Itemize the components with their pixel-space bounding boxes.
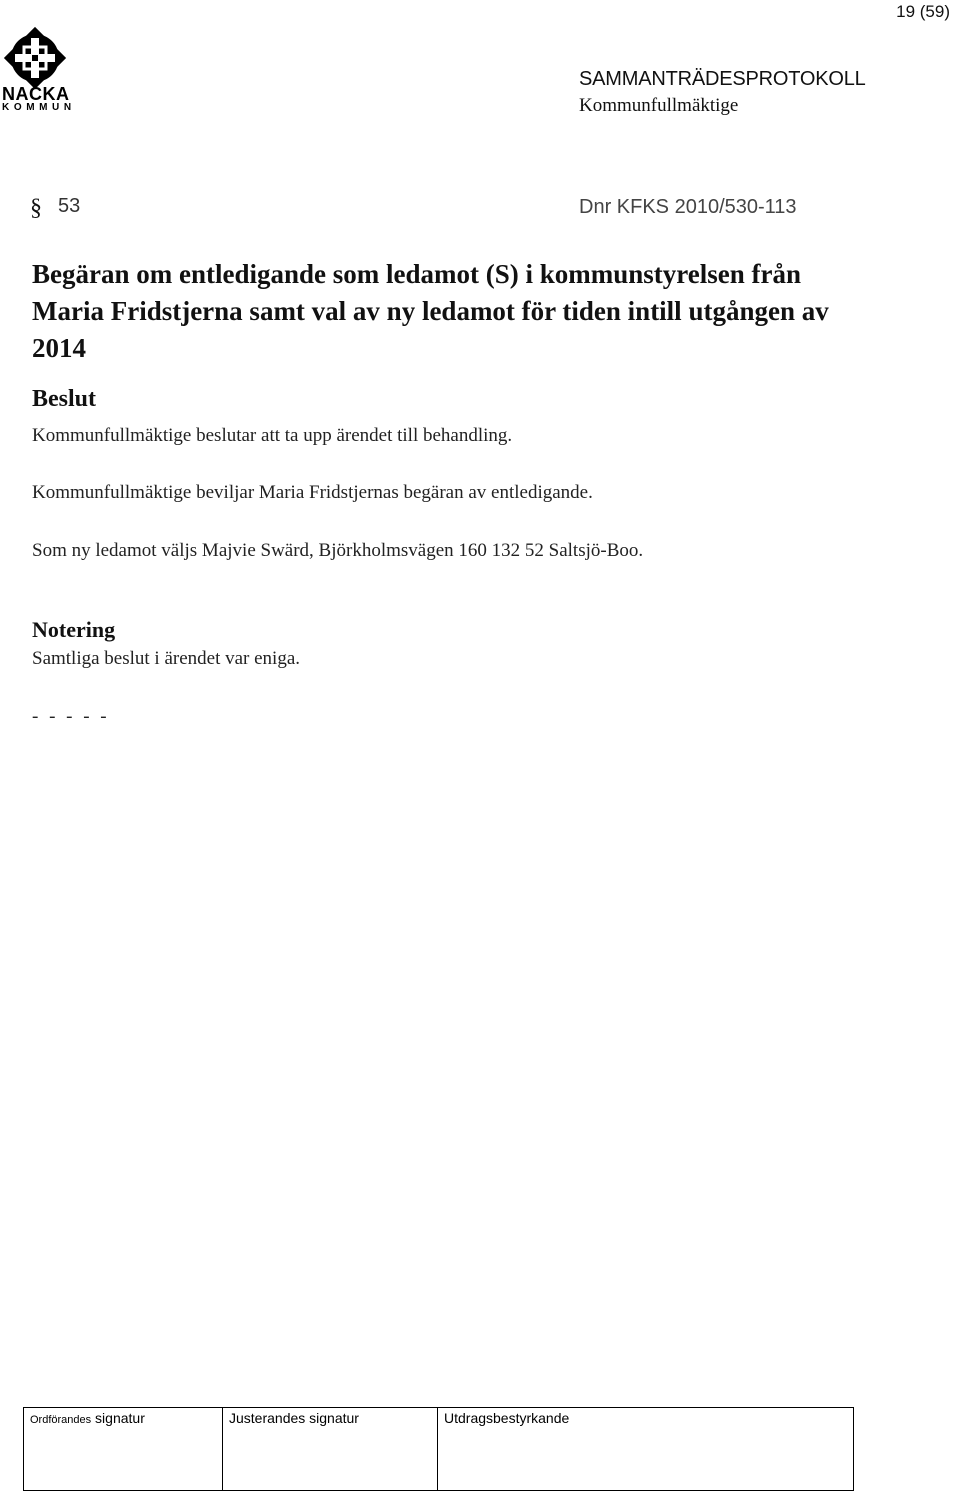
beslut-paragraph-2: Kommunfullmäktige beviljar Maria Fridstjernas begäran av entledigande. <box>32 482 593 503</box>
utdrag-cell <box>438 1408 854 1491</box>
justerande-label: Justerandes signatur <box>229 1410 359 1426</box>
utdrag-label: Utdragsbestyrkande <box>444 1410 570 1426</box>
beslut-paragraph-3: Som ny ledamot väljs Majvie Swärd, Björkholmsvägen 160 132 52 Saltsjö-Boo. <box>32 540 644 561</box>
ordforande-label-prefix: Ordförandes <box>30 1414 92 1426</box>
end-marker: - - - - - <box>32 706 110 727</box>
section-number: 53 <box>58 195 81 217</box>
beslut-paragraph-1: Kommunfullmäktige beslutar att ta upp ärendet till behandling. <box>32 425 513 446</box>
justerande-signature-cell <box>223 1408 438 1491</box>
logo-name: NACKA <box>2 84 70 104</box>
protocol-subtitle: Kommunfullmäktige <box>579 95 739 116</box>
notering-heading: Notering <box>32 617 116 642</box>
beslut-heading: Beslut <box>32 386 97 412</box>
section-sign: § <box>30 195 42 221</box>
page-number: 19 (59) <box>896 2 950 21</box>
ordforande-label-suffix: signatur <box>91 1410 145 1426</box>
page-title: Begäran om entledigande som ledamot (S) i kommunstyrelsen från Maria Fridstjerna samt val av ny ledamot för tiden intill utgången av 2014 <box>32 259 829 363</box>
ordforande-signature-cell <box>24 1408 223 1491</box>
protocol-title: SAMMANTRÄDESPROTOKOLL <box>579 68 866 90</box>
dnr-reference: Dnr KFKS 2010/530-113 <box>579 196 797 218</box>
signature-table <box>23 1407 854 1491</box>
notering-text: Samtliga beslut i ärendet var eniga. <box>32 648 301 669</box>
logo-sub: KOMMUN <box>2 102 76 113</box>
